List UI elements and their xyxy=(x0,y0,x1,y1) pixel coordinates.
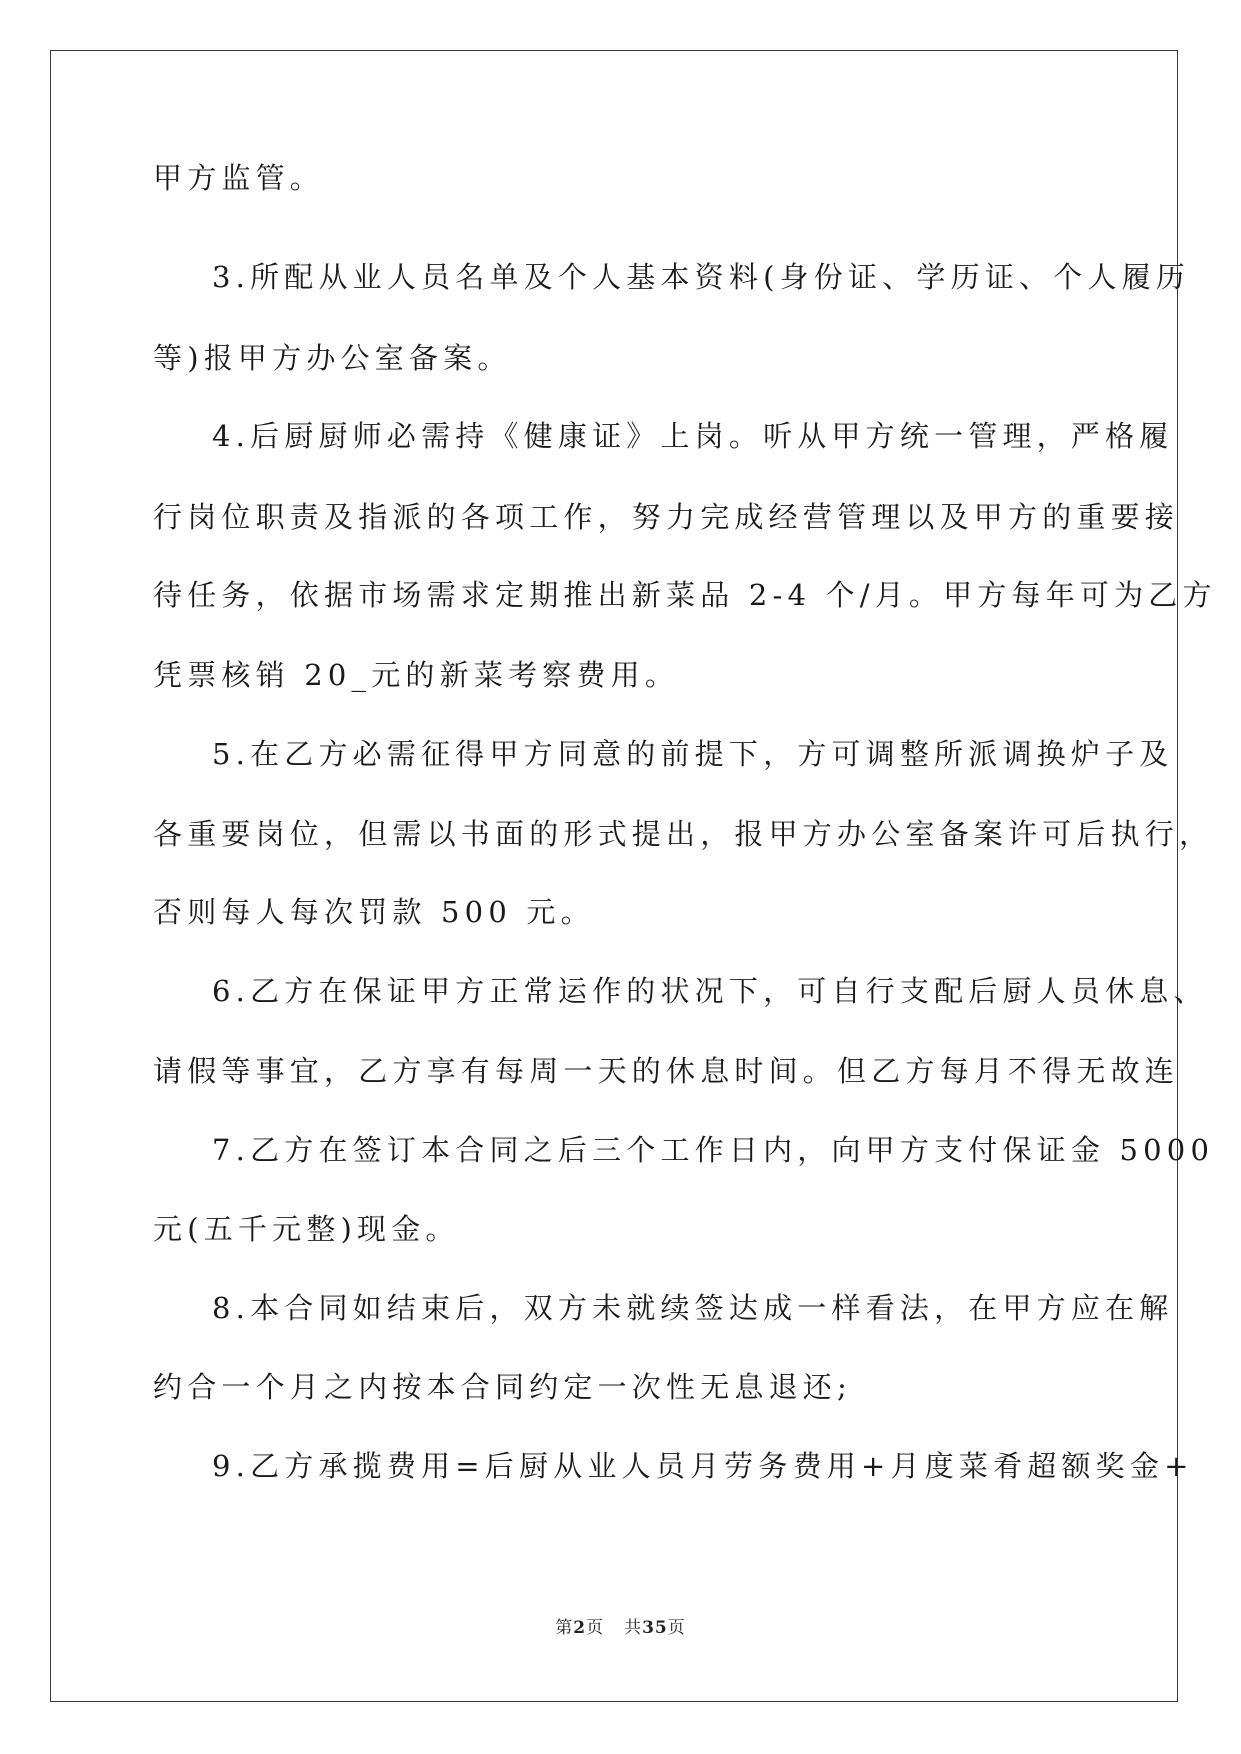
page-footer xyxy=(0,1613,1241,1638)
text-line-16: 约合一个月之内按本合同约定一次性无息退还; xyxy=(153,1370,852,1404)
page-prefix: 第 xyxy=(555,1618,574,1638)
text-line-14: 元(五千元整)现金。 xyxy=(153,1212,460,1246)
current-page-number: 2 xyxy=(573,1618,587,1638)
text-line-11: 6.乙方在保证甲方正常运作的状况下，可自行支配后厨人员休息、 xyxy=(212,974,1208,1008)
text-line-8: 5.在乙方必需征得甲方同意的前提下，方可调整所派调换炉子及 xyxy=(212,737,1174,771)
text-line-6: 待任务，依据市场需求定期推出新菜品 2-4 个/月。甲方每年可为乙方 xyxy=(153,578,1217,612)
total-suffix: 页 xyxy=(667,1618,686,1638)
total-page-number: 35 xyxy=(642,1618,668,1638)
text-line-1: 甲方监管。 xyxy=(153,161,325,195)
text-line-15: 8.本合同如结束后，双方未就续签达成一样看法，在甲方应在解 xyxy=(212,1291,1174,1325)
total-prefix: 共 xyxy=(624,1618,643,1638)
text-line-13: 7.乙方在签订本合同之后三个工作日内，向甲方支付保证金 5000 xyxy=(212,1133,1215,1167)
text-line-10: 否则每人每次罚款 500 元。 xyxy=(153,895,595,929)
text-line-17: 9.乙方承揽费用=后厨从业人员月劳务费用+月度菜肴超额奖金+ xyxy=(212,1449,1194,1483)
text-line-9: 各重要岗位，但需以书面的形式提出，报甲方办公室备案许可后执行， xyxy=(153,817,1214,851)
page-suffix: 页 xyxy=(586,1618,605,1638)
text-line-5: 行岗位职责及指派的各项工作，努力完成经营管理以及甲方的重要接 xyxy=(153,500,1180,534)
text-line-7: 凭票核销 20_元的新菜考察费用。 xyxy=(153,658,680,692)
text-line-4: 4.后厨厨师必需持《健康证》上岗。听从甲方统一管理，严格履 xyxy=(212,419,1174,453)
text-line-12: 请假等事宜，乙方享有每周一天的休息时间。但乙方每月不得无故连 xyxy=(153,1054,1180,1088)
text-line-2: 3.所配从业人员名单及个人基本资料(身份证、学历证、个人履历 xyxy=(212,260,1190,294)
text-line-3: 等)报甲方办公室备案。 xyxy=(153,341,512,375)
